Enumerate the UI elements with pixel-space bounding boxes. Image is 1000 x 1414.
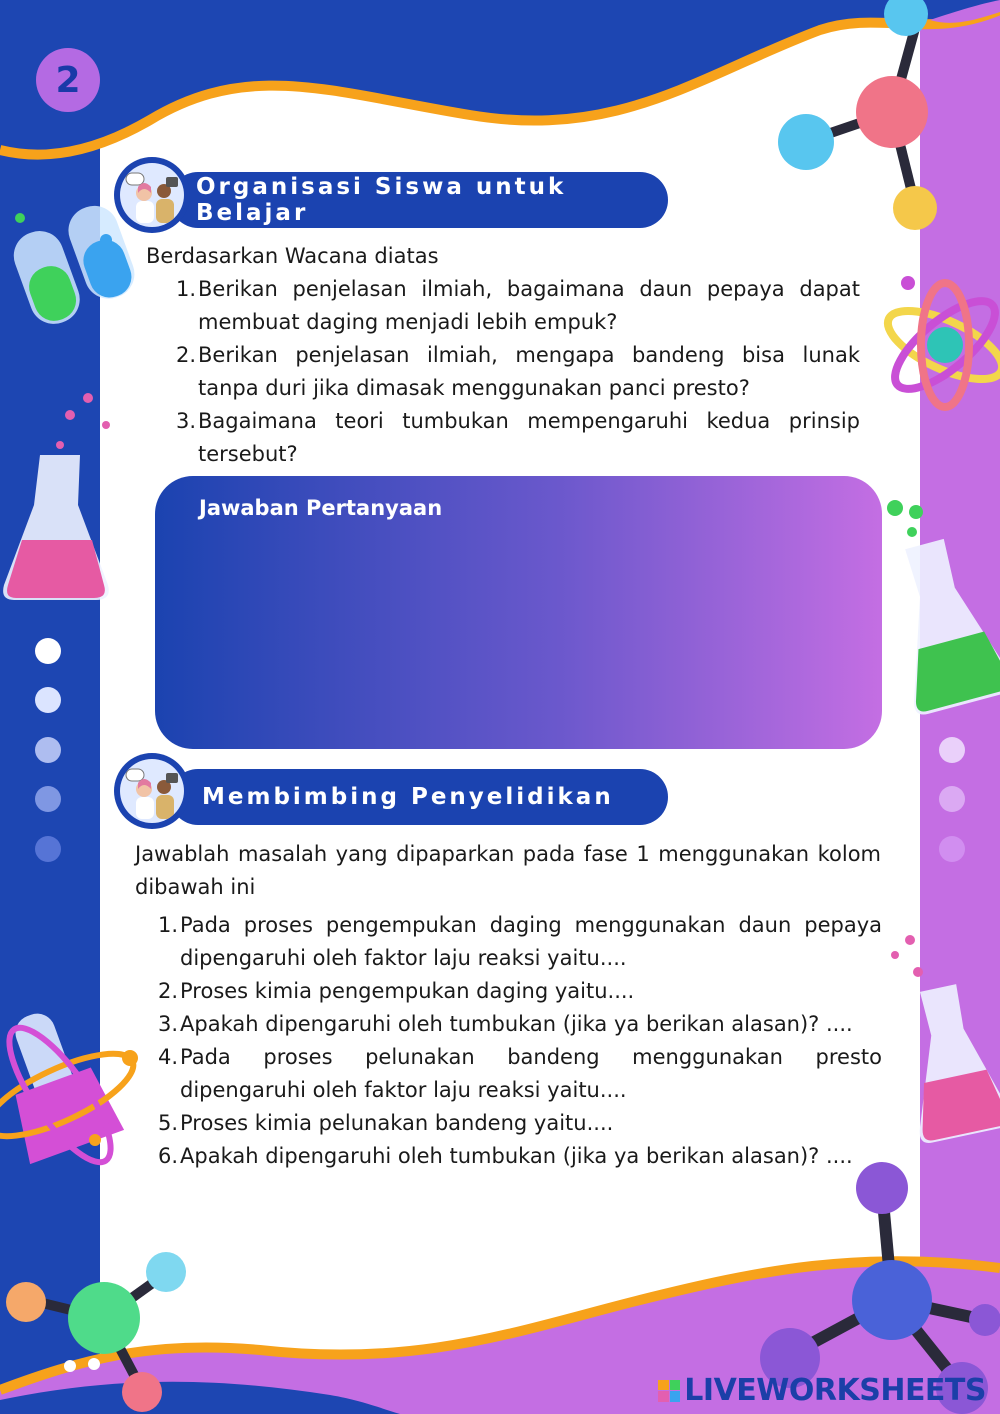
question-text: Berikan penjelasan ilmiah, bagaimana daun pepaya dapat membuat daging menjadi lebih empuk? (198, 277, 860, 334)
dot (35, 737, 61, 763)
task-list (152, 909, 882, 1173)
list-item (152, 1107, 882, 1140)
answer-box[interactable] (155, 476, 882, 749)
list-number: 3. (175, 409, 196, 433)
task-text: Pada proses pelunakan bandeng menggunakan presto dipengaruhi oleh faktor laju reaksi yaitu.... (180, 1045, 882, 1102)
dot (939, 737, 965, 763)
page-number-badge: 2 (36, 48, 100, 112)
students-icon (114, 753, 190, 829)
dot (35, 836, 61, 862)
list-number: 6. (157, 1144, 178, 1168)
list-number: 5. (157, 1111, 178, 1135)
list-number: 2. (157, 979, 178, 1003)
dot (35, 687, 61, 713)
list-number: 1. (157, 913, 178, 937)
list-item (152, 909, 882, 975)
brand-text: LIVEWORKSHEETS (684, 1373, 986, 1408)
dot (939, 786, 965, 812)
list-item (152, 1041, 882, 1107)
section-title-membimbing (170, 769, 668, 825)
task-text: Apakah dipengaruhi oleh tumbukan (jika ya berikan alasan)? .... (180, 1144, 853, 1168)
students-illustration (120, 163, 184, 227)
list-number: 2. (175, 343, 196, 367)
dot (35, 638, 61, 664)
logo-mark-icon (658, 1380, 680, 1402)
task-text: Proses kimia pelunakan bandeng yaitu.... (180, 1111, 614, 1135)
instruction-text: Jawablah masalah yang dipaparkan pada fase 1 menggunakan kolom dibawah ini (135, 842, 881, 899)
answer-box-title: Jawaban Pertanyaan (199, 496, 443, 520)
section-title-text: Organisasi Siswa untuk Belajar (196, 174, 567, 226)
dot (939, 836, 965, 862)
list-item (170, 405, 860, 471)
section-title-text: Membimbing Penyelidikan (202, 784, 614, 810)
question-text: Berikan penjelasan ilmiah, mengapa bandeng bisa lunak tanpa duri jika dimasak menggunakan panci presto? (198, 343, 860, 400)
dot (35, 786, 61, 812)
list-item (170, 339, 860, 405)
students-icon (114, 157, 190, 233)
list-item (152, 1140, 882, 1173)
list-item (152, 975, 882, 1008)
question-list (170, 273, 860, 471)
list-item (152, 1008, 882, 1041)
section-title-organisasi (170, 172, 668, 228)
liveworksheets-logo[interactable] (658, 1373, 986, 1408)
list-number: 4. (157, 1045, 178, 1069)
question-text: Bagaimana teori tumbukan mempengaruhi kedua prinsip tersebut? (198, 409, 860, 466)
task-text: Apakah dipengaruhi oleh tumbukan (jika ya berikan alasan)? .... (180, 1012, 853, 1036)
list-number: 3. (157, 1012, 178, 1036)
list-number: 1. (175, 277, 196, 301)
students-illustration (120, 759, 184, 823)
task-text: Pada proses pengempukan daging menggunakan daun pepaya dipengaruhi oleh faktor laju reaksi yaitu.... (180, 913, 882, 970)
task-text: Proses kimia pengempukan daging yaitu.... (180, 979, 635, 1003)
list-item (170, 273, 860, 339)
intro-text: Berdasarkan Wacana diatas (146, 244, 439, 268)
